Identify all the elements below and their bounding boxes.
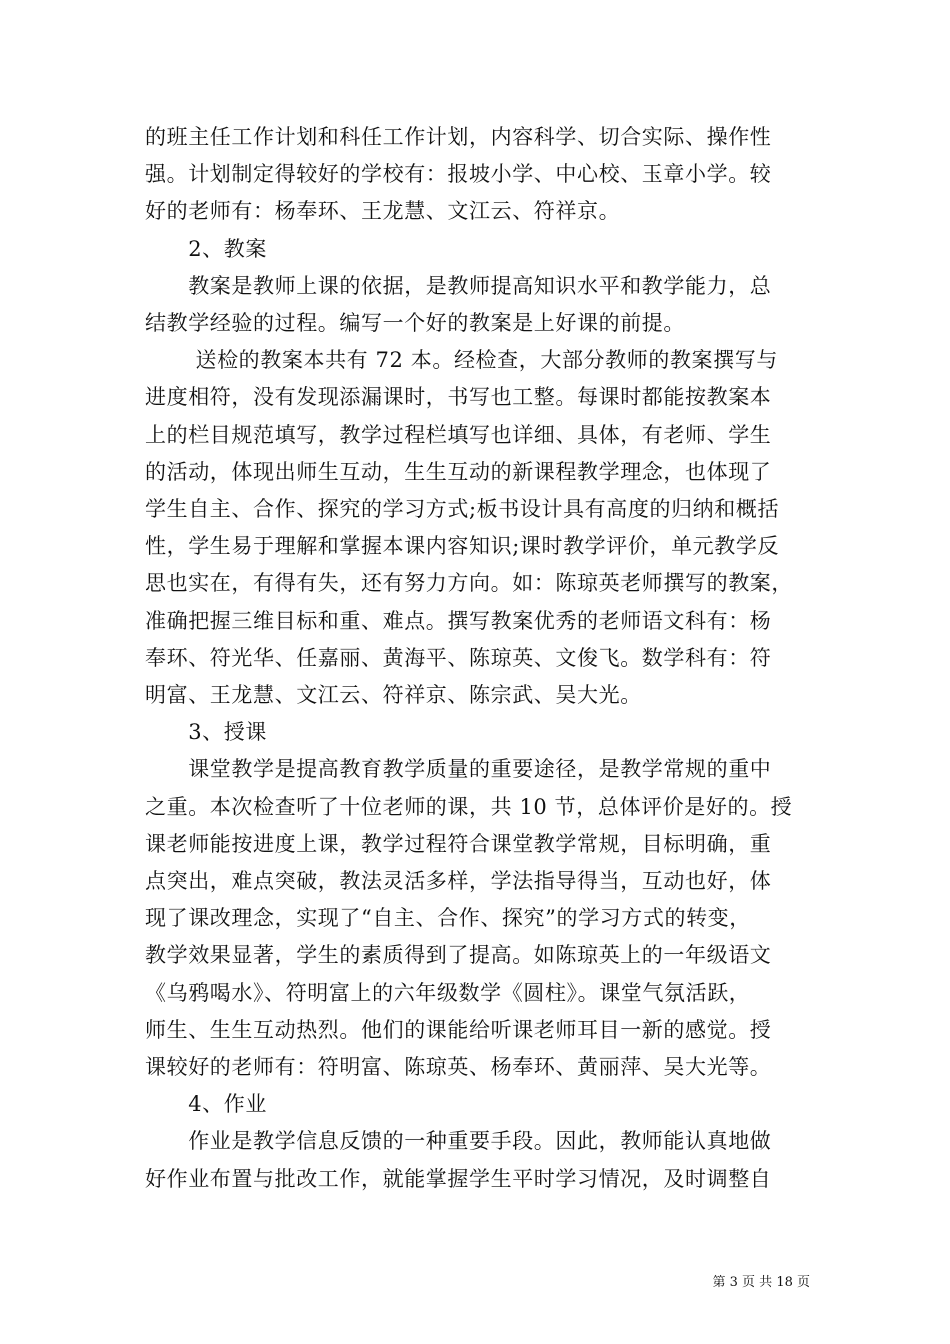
text-line: 现了课改理念，实现了“自主、合作、探究”的学习方式的转变， xyxy=(145,906,751,930)
text-line: 好的老师有：杨奉环、王龙慧、文江云、符祥京。 xyxy=(145,199,621,223)
text-line: 学生自主、合作、探究的学习方式;板书设计具有高度的归纳和概括 xyxy=(145,497,780,521)
text-line: 师生、生生互动热烈。他们的课能给听课老师耳目一新的感觉。授 xyxy=(145,1018,772,1042)
text-line: 课堂教学是提高教育教学质量的重要途径，是教学常规的重中 xyxy=(145,757,772,781)
text-line: 的活动，体现出师生互动，生生互动的新课程教学理念，也体现了 xyxy=(145,460,772,484)
text-line: 教学效果显著，学生的素质得到了提高。如陈琼英上的一年级语文 xyxy=(145,943,772,967)
text-line: 的班主任工作计划和科任工作计划，内容科学、切合实际、操作性 xyxy=(145,125,772,149)
text-line: 课较好的老师有：符明富、陈琼英、杨奉环、黄丽萍、吴大光等。 xyxy=(145,1055,772,1079)
text-line: 好作业布置与批改工作，就能掌握学生平时学习情况，及时调整自 xyxy=(145,1167,772,1191)
text-line: 强。计划制定得较好的学校有：报坡小学、中心校、玉章小学。较 xyxy=(145,162,772,186)
text-line: 教案是教师上课的依据，是教师提高知识水平和教学能力，总 xyxy=(145,274,772,298)
text-line: 奉环、符光华、任嘉丽、黄海平、陈琼英、文俊飞。数学科有：符 xyxy=(145,646,772,670)
text-line: 之重。本次检查听了十位老师的课，共 10 节，总体评价是好的。授 xyxy=(145,795,793,819)
text-line: 结教学经验的过程。编写一个好的教案是上好课的前提。 xyxy=(145,311,685,335)
text-line: 点突出，难点突破，教法灵活多样，学法指导得当，互动也好，体 xyxy=(145,869,772,893)
text-line: 2、教案 xyxy=(145,237,267,261)
text-line: 思也实在，有得有失，还有努力方向。如：陈琼英老师撰写的教案， xyxy=(145,571,793,595)
text-line: 4、作业 xyxy=(145,1092,267,1116)
text-line: 送检的教案本共有 72 本。经检查，大部分教师的教案撰写与 xyxy=(145,348,778,372)
text-line: 性，学生易于理解和掌握本课内容知识;课时教学评价，单元教学反 xyxy=(145,534,780,558)
text-line: 上的栏目规范填写，教学过程栏填写也详细、具体，有老师、学生 xyxy=(145,423,772,447)
text-line: 作业是教学信息反馈的一种重要手段。因此，教师能认真地做 xyxy=(145,1129,772,1153)
text-line: 3、授课 xyxy=(145,720,267,744)
text-line: 课老师能按进度上课，教学过程符合课堂教学常规，目标明确，重 xyxy=(145,832,772,856)
text-line: 明富、王龙慧、文江云、符祥京、陈宗武、吴大光。 xyxy=(145,683,642,707)
page-number: 第 3 页 共 18 页 xyxy=(712,1275,810,1290)
text-line: 《乌鸦喝水》、符明富上的六年级数学《圆柱》。课堂气氛活跃， xyxy=(145,981,751,1005)
text-line: 进度相符，没有发现添漏课时，书写也工整。每课时都能按教案本 xyxy=(145,385,772,409)
text-line: 准确把握三维目标和重、难点。撰写教案优秀的老师语文科有：杨 xyxy=(145,609,772,633)
